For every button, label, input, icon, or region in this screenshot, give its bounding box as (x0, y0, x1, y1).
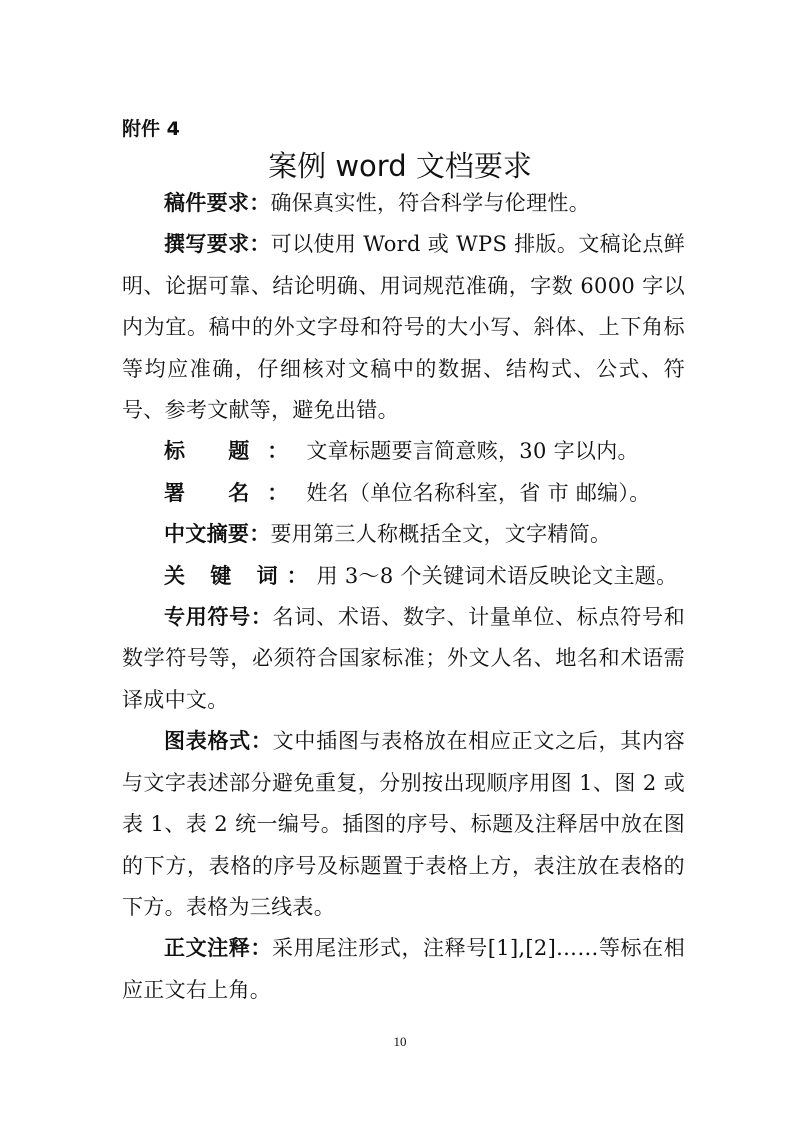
attachment-label: 附件 4 (122, 118, 180, 140)
section-label: 标 题： (164, 439, 307, 464)
section-text: 文章标题要言简意赅，30 字以内。 (306, 439, 639, 464)
section-label: 关 键 词： (164, 563, 317, 588)
section-signature-rule (122, 473, 685, 514)
section-label: 署 名： (164, 480, 307, 505)
section-text: 采用尾注形式，注释号[1],[2]……等标在相应正文右上角。 (122, 936, 685, 1002)
section-label: 撰写要求： (164, 232, 271, 257)
section-text: 确保真实性，符合科学与伦理性。 (270, 191, 590, 215)
section-symbols-rule (122, 597, 685, 721)
section-label: 图表格式： (164, 729, 273, 754)
section-title-rule (122, 431, 685, 472)
section-text: 用 3～8 个关键词术语反映论文主题。 (316, 563, 678, 588)
document-body (122, 183, 685, 1011)
section-label: 专用符号： (164, 605, 273, 630)
section-notes-rule (122, 928, 685, 1011)
section-text: 可以使用 Word 或 WPS 排版。文稿论点鲜明、论据可靠、结论明确、用词规范准确，字数 6000 字以内为宜。稿中的外文字母和符号的大小写、斜体、上下角标等均应准确，仔细核对文稿中的数据、结构式、公式、符号、参考文献等，避免出错。 (122, 232, 685, 423)
section-abstract-rule (122, 514, 685, 555)
section-label: 稿件要求： (164, 191, 271, 215)
section-manuscript-requirements (122, 183, 685, 224)
section-writing-requirements (122, 224, 685, 431)
section-text: 姓名（单位名称科室，省 市 邮编）。 (306, 480, 651, 505)
section-keywords-rule (122, 556, 685, 597)
page-number: 10 (393, 1034, 407, 1049)
section-text: 文中插图与表格放在相应正文之后，其内容与文字表述部分避免重复，分别按出现顺序用图 1、图 2 或表 1、表 2 统一编号。插图的序号、标题及注释居中放在图的下方，表格的序号及标题置于表格上方，表注放在表格的下方。表格为三线表。 (122, 729, 686, 919)
section-text: 要用第三人称概括全文，文字精简。 (270, 522, 612, 547)
section-label: 正文注释： (164, 936, 272, 961)
section-text: 名词、术语、数字、计量单位、标点符号和数学符号等，必须符合国家标准；外文人名、地名和术语需译成中文。 (122, 605, 686, 712)
section-figures-tables-rule (122, 721, 685, 928)
document-title: 案例 word 文档要求 (268, 149, 532, 183)
section-label: 中文摘要： (164, 522, 271, 547)
